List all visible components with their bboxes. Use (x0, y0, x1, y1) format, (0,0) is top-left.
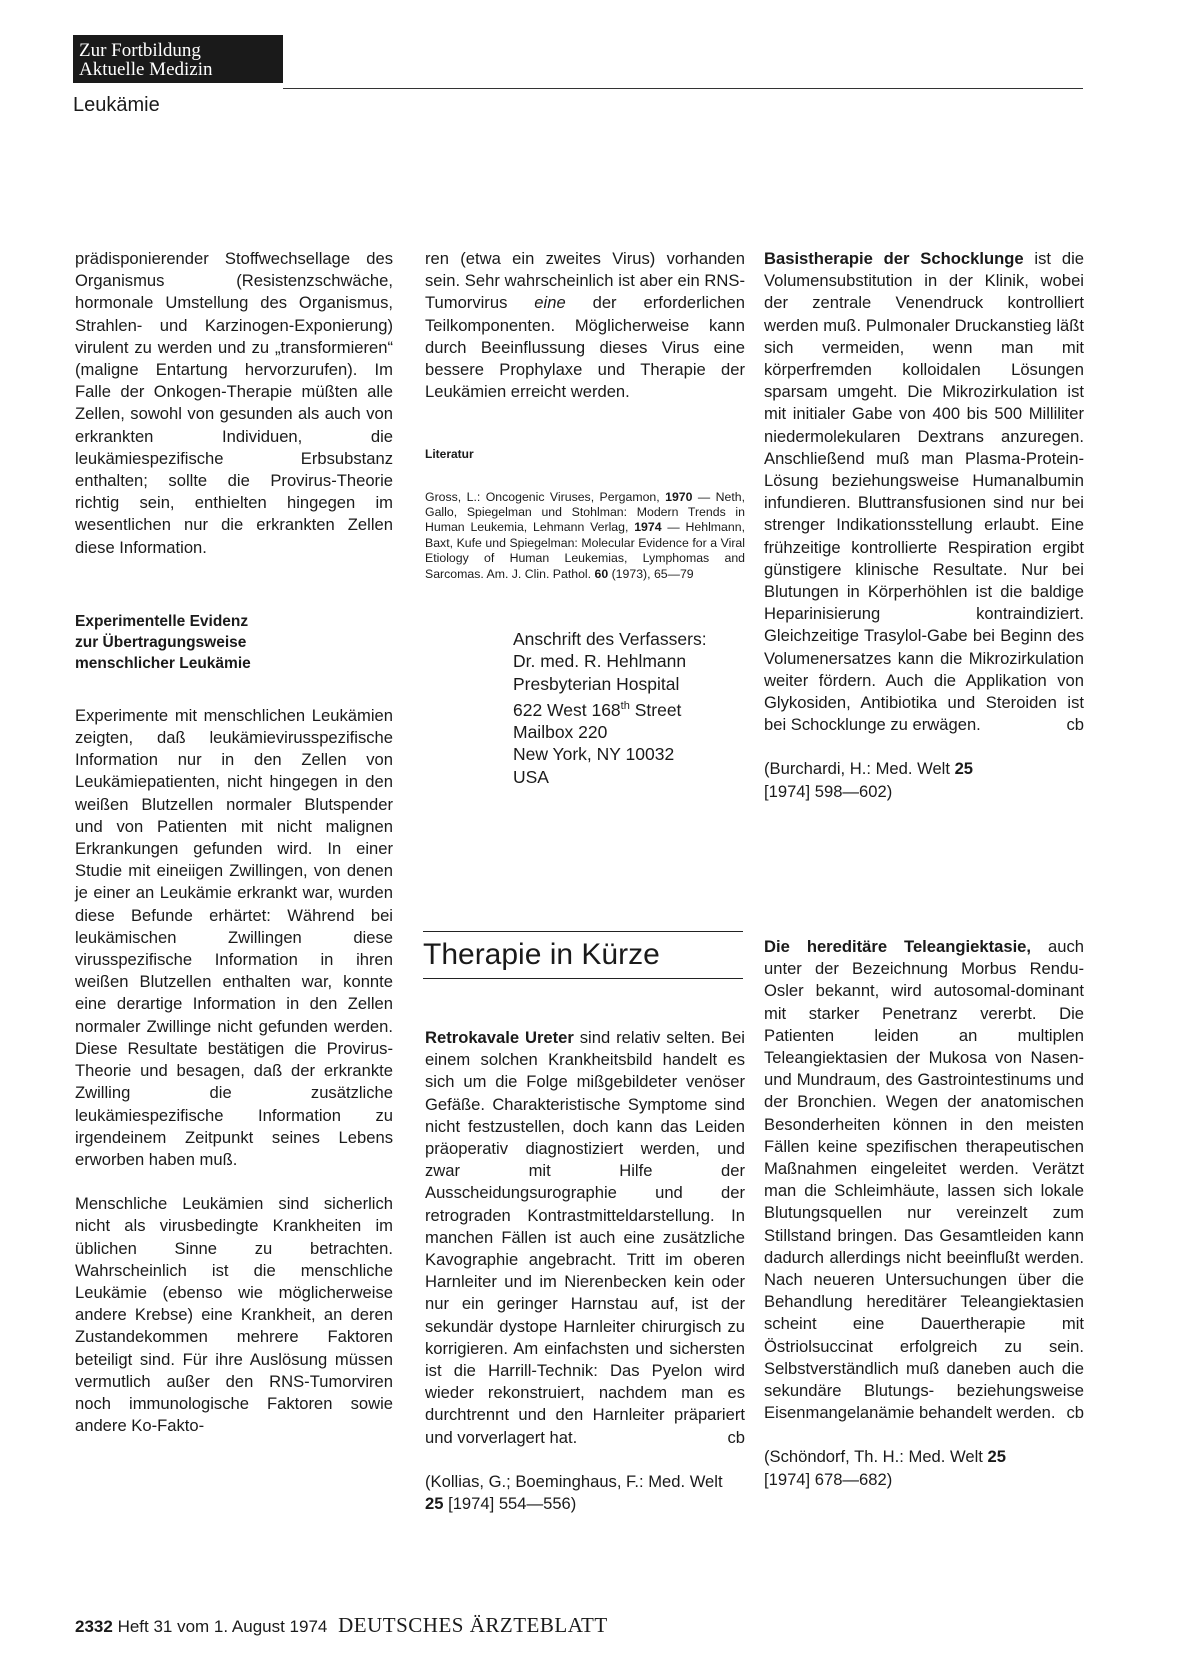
article-column-3 (764, 248, 1084, 803)
article-column-2 (425, 248, 745, 788)
address-line: Dr. med. R. Hehlmann (513, 651, 687, 672)
text-run: 622 West 168 (513, 699, 621, 720)
page-number: 2332 (75, 1617, 113, 1636)
volume: 25 (987, 1447, 1006, 1467)
author-initials: cb (727, 1427, 745, 1447)
magazine-name: DEUTSCHES ÄRZTEBLATT (338, 1613, 608, 1637)
article-column-1 (75, 248, 393, 1437)
subheading-line: menschlicher Leukämie (75, 654, 251, 672)
author-initials: cb (1066, 715, 1084, 735)
lead-term: Basistherapie der Schocklunge (764, 249, 1024, 268)
section-rule-bottom (423, 978, 743, 979)
citation-line (764, 758, 1084, 780)
department-line-2: Aktuelle Medizin (79, 59, 213, 80)
source-citation (764, 758, 1084, 802)
text-run: ist die Volumensubstitution in der Klinik, wobei der zentrale Venendruck kontrolliert werden muß. Pulmonaler Druckanstieg läßt sich vermeiden, wenn man mit körperfremden kolloidalen Lösungen sparsam umgeht. Die Mikrozirkulation ist mit initialer Gabe von 400 bis 500 Milliliter niedermolekularen Dextrans anzuregen. Anschließend muß man Plasma-Protein-Lösung beziehungsweise Humanalbumin infundieren. Bluttransfusionen sind nur bei strenger Indikationsstellung erlaubt. Eine frühzeitige kontrollierte Respiration ergibt günstigere klinische Resultate. Nur bei Blutungen in Körperhöhlen ist die baldige Heparinisierung kontraindiziert. Gleichzeitige Trasylol-Gabe bei Beginn des Volumenersatzes kann die Mikrozirkulation weiter fördern. Auch die Applikation von Glykosiden, Antibiotika und Steroiden ist bei Schocklunge zu erwägen. (764, 249, 1084, 735)
text-run: [1974] 554—556) (443, 1494, 577, 1514)
author-initials: cb (1066, 1403, 1084, 1423)
body-paragraph (425, 1027, 745, 1449)
text-run: sind relativ selten. Bei einem solchen Krankheitsbild handelt es sich um die Folge mißgebildeter venöser Gefäße. Charakteristische Symptome sind nicht festzustellen, doch kann das Leiden präoperativ diagnostiziert werden, und zwar mit Hilfe der Ausscheidungsurographie und der retrograden Kontrastmitteldarstellung. In manchen Fällen ist auch eine zusätzliche Kavographie angebracht. Tritt im oberen Harnleiter und im Nierenbecken kein oder nur ein geringer Harnstau auf, ist der sekundär dystope Harnleiter chirurgisch zu korrigieren. Am einfachsten und sichersten ist die Harrill-Technik: Das Pyelon wird wieder rekonstruiert, nachdem man es durchtrennt und den Harnleiter präpariert und vorverlagert hat. (425, 1028, 745, 1447)
issue-info: Heft 31 vom 1. August 1974 (117, 1617, 328, 1636)
subheading-line: zur Übertragungsweise (75, 633, 247, 651)
superscript: th (620, 699, 630, 712)
volume: 25 (425, 1494, 444, 1514)
lead-term: Retrokavale Ureter (425, 1028, 574, 1047)
text-run: der erforderlichen Teilkomponenten. Möglicherweise kann durch Beeinflussung dieses Virus eine bessere Prophylaxe und Therapie der Leukämien erreicht werden. (425, 293, 745, 402)
text-run: (Kollias, G.; Boeminghaus, F.: Med. Welt (425, 1471, 723, 1491)
year: 1974 (634, 520, 662, 535)
lead-term: Die hereditäre Teleangiektasie, (764, 937, 1032, 956)
department-header (73, 35, 283, 83)
section-title: Leukämie (73, 94, 160, 116)
citation-line (764, 1446, 1084, 1468)
year: 1970 (665, 489, 693, 504)
references-text (425, 490, 745, 582)
volume: 60 (594, 566, 609, 581)
address-line (513, 695, 745, 721)
body-paragraph: prädisponierender Stoffwechsellage des Organismus (Resistenzschwäche, hormonale Umstellung des Organismus, Strahlen- und Karzinogen-Exponierung) virulent zu werden und zu „transformieren“ (maligne Entartung hervorzurufen). Im Falle der Onkogen-Therapie müßten alle Zellen, sowohl von gesunden als auch von erkrankten Individuen, die leukämiespezifische Erbsubstanz enthalten; sollte die Provirus-Theorie richtig sein, enthielten hingegen im wesentlichen nur die erkrankten Zellen diese Information. (75, 249, 393, 557)
text-run: (Schöndorf, Th. H.: Med. Welt (764, 1447, 988, 1467)
therapy-note-ureter (425, 1027, 745, 1515)
text-run: Gross, L.: Oncogenic Viruses, Pergamon, (425, 489, 666, 504)
body-paragraph: Menschliche Leukämien sind sicherlich nicht als virusbedingte Krankheiten im üblichen Sinne zu betrachten. Wahrscheinlich ist die menschliche Leukämie (ebenso wie möglicherweise andere Krebse) eine Krankheit, an deren Zustandekommen mehrere Faktoren beteiligt sind. Für ihre Auslösung müssen vermutlich außer den RNS-Tumorviren noch immunologische Faktoren sowie andere Ko-Fakto- (75, 1194, 393, 1436)
header-rule (283, 88, 1083, 89)
address-line: Presbyterian Hospital (513, 673, 680, 694)
body-paragraph (764, 936, 1084, 1424)
author-address (513, 628, 745, 788)
subheading-line: Experimentelle Evidenz (75, 612, 249, 630)
text-run: Street (629, 699, 682, 720)
address-line: New York, NY 10032 (513, 744, 675, 765)
address-line: Mailbox 220 (513, 722, 608, 743)
subheading (75, 611, 393, 674)
body-paragraph (425, 248, 745, 403)
department-line-1: Zur Fortbildung (79, 40, 201, 61)
text-run: — Hehlmann, Baxt, Kufe und Spiegelman: Molecular Evidence for a Viral Etiology of Human Leukemias, Lymphomas and Sarcomas. Am. J. Clin. Pathol. (425, 520, 745, 581)
emphasis: eine (534, 293, 566, 313)
citation-line: [1974] 598—602) (764, 781, 893, 801)
references-heading: Literatur (425, 447, 474, 462)
source-citation (764, 1446, 1084, 1490)
volume: 25 (954, 759, 974, 779)
body-paragraph (764, 248, 1084, 736)
text-run: — Neth, Gallo, Spiegelman und Stohlman: Modern Trends in Human Leukemia, Lehmann Verlag, (425, 489, 745, 535)
section-rule-top (423, 931, 743, 932)
address-line: Anschrift des Verfassers: (513, 629, 707, 650)
section-heading: Therapie in Kürze (423, 938, 660, 971)
citation-line: [1974] 678—682) (764, 1469, 893, 1489)
text-run: (Burchardi, H.: Med. Welt (764, 759, 955, 779)
body-paragraph: Experimente mit menschlichen Leukämien zeigten, daß leukämievirusspezifische Information nur in den Zellen von Leukämiepatienten, nicht hingegen in den weißen Blutzellen normaler Blutspender und von Patienten mit nicht malignen Erkrankungen gefunden wird. In einer Studie mit eineiigen Zwillingen, von denen je einer an Leukämie erkrankt war, wurden diese Befunde erhärtet: Während bei leukämischen Zwillingen diese virusspezifische Information in ihren weißen Blutzellen enthalten war, konnte eine derartige Information in den Zellen normaler Zwillinge nicht gefunden werden. Diese Resultate bestätigen die Provirus-Theorie und besagen, daß der erkrankte Zwilling die zusätzliche leukämiespezifische Information zu irgendeinem Zeitpunkt seines Lebens erworben haben muß. (75, 705, 393, 1169)
text-run: (1973), 65—79 (608, 566, 694, 581)
text-run: ren (etwa ein zweites Virus) vorhanden sein. Sehr wahrscheinlich ist aber ein RNS-Tumorvirus (425, 249, 745, 313)
text-run: auch unter der Bezeichnung Morbus Rendu-Osler bekannt, wird autosomal-dominant mit starker Penetranz vererbt. Die Patienten leiden an multiplen Teleangiektasien der Mukosa von Nasen- und Mundraum, des Gastrointestinums und der Bronchien. Wegen der anatomischen Besonderheiten können in den meisten Fällen keine spezifischen therapeutischen Maßnahmen eingeleitet werden. Verätzt man die Schleimhäute, lassen sich lokale Blutungsquellen nur vereinzelt zum Stillstand bringen. Das Gesamtleiden kann dadurch allerdings nicht beeinflußt werden. Nach neueren Untersuchungen über die Behandlung hereditärer Teleangiektasien scheint eine Dauertherapie mit Östriolsuccinat erfolgreich zu sein. Selbstverständlich muß daneben auch die sekundäre Blutungs- beziehungsweise Eisenmangelanämie behandelt werden. (764, 937, 1084, 1423)
therapy-note-teleangiektasie (764, 936, 1084, 1491)
address-line: USA (513, 766, 549, 787)
source-citation (425, 1471, 745, 1515)
page-footer (75, 1613, 608, 1638)
